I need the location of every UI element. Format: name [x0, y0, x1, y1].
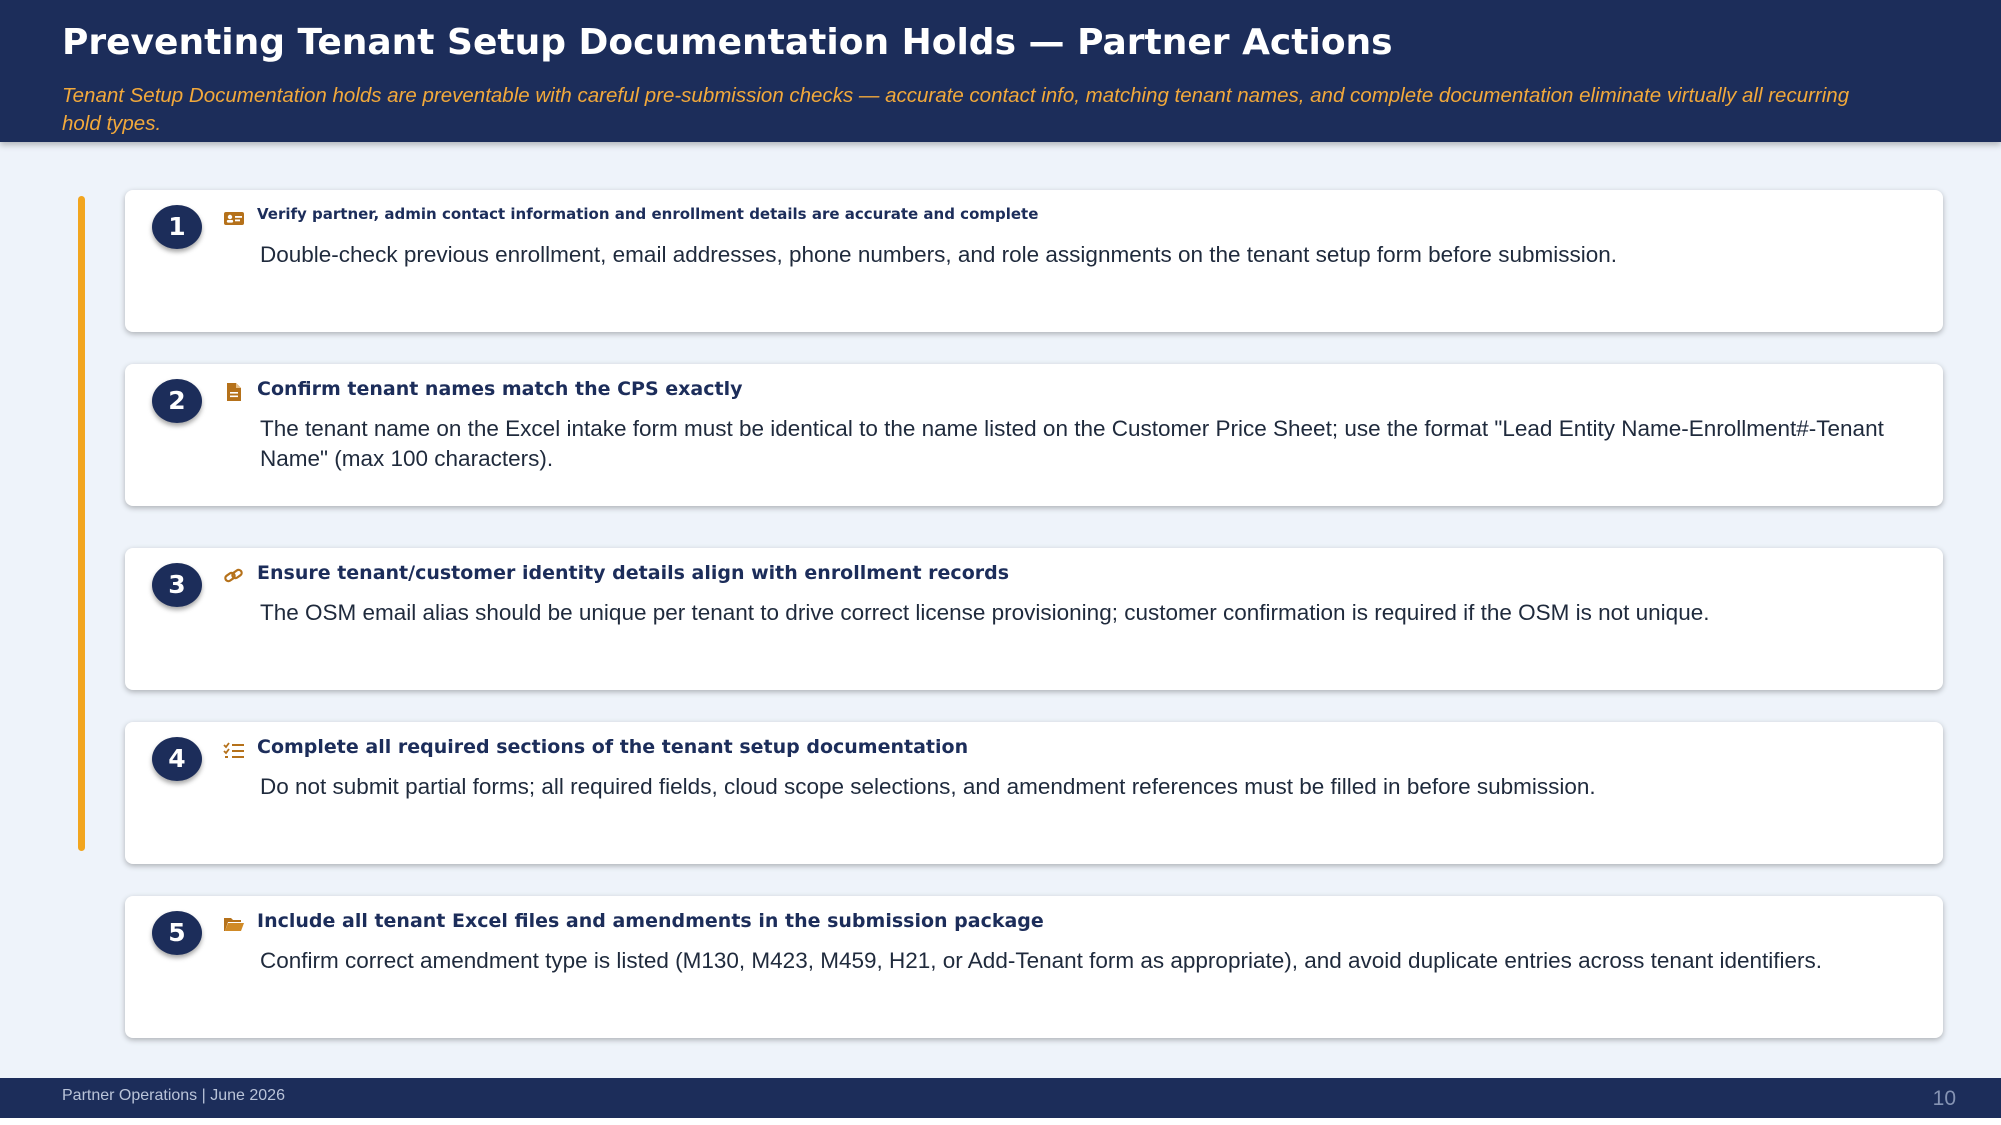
- step-heading: Verify partner, admin contact information and enrollment details are accurate and complete: [257, 205, 1039, 223]
- page-title: Preventing Tenant Setup Documentation Holds — Partner Actions: [62, 22, 1393, 63]
- step-heading: Include all tenant Excel files and amendments in the submission package: [257, 910, 1044, 932]
- step-body: The tenant name on the Excel intake form must be identical to the name listed on the Customer Price Sheet; use the format "Lead Entity Name-Enrollment#-Tenant Name" (max 100 characters).: [260, 416, 1884, 471]
- step-body: Double-check previous enrollment, email addresses, phone numbers, and role assignments on the tenant setup form before submission.: [260, 242, 1617, 267]
- step-card-4: [125, 722, 1943, 864]
- page-number: 10: [1932, 1087, 1956, 1110]
- id-card-icon: [223, 208, 245, 228]
- checklist-icon: [223, 740, 245, 760]
- step-number-badge: 3: [152, 563, 202, 607]
- step-body: Do not submit partial forms; all required fields, cloud scope selections, and amendment references must be filled in before submission.: [260, 774, 1596, 799]
- step-heading: Complete all required sections of the tenant setup documentation: [257, 736, 969, 758]
- folder-open-icon: [223, 914, 245, 934]
- step-body: The OSM email alias should be unique per tenant to drive correct license provisioning; customer confirmation is required if the OSM is not unique.: [260, 600, 1710, 625]
- document-icon: [223, 382, 245, 402]
- step-body: Confirm correct amendment type is listed (M130, M423, M459, H21, or Add-Tenant form as appropriate), and avoid duplicate entries across tenant identifiers.: [260, 948, 1823, 973]
- step-heading: Ensure tenant/customer identity details align with enrollment records: [257, 562, 1010, 584]
- step-card-2: [125, 364, 1943, 506]
- step-card-3: [125, 548, 1943, 690]
- link-icon: [223, 566, 245, 586]
- step-number-badge: 5: [152, 911, 202, 955]
- step-heading: Confirm tenant names match the CPS exactly: [257, 378, 743, 400]
- page-subtitle: Tenant Setup Documentation holds are preventable with careful pre-submission checks — accurate contact info, matching tenant names, and complete documentation eliminate virtually all recurring hold types.: [62, 84, 1850, 135]
- timeline-accent-bar: [78, 196, 85, 851]
- header-band: [0, 0, 2001, 142]
- step-number-badge: 2: [152, 379, 202, 423]
- footer-band: [0, 1078, 2001, 1118]
- step-number-badge: 4: [152, 737, 202, 781]
- footer-label: Partner Operations | June 2026: [62, 1087, 285, 1104]
- step-number-badge: 1: [152, 205, 202, 249]
- step-card-5: [125, 896, 1943, 1038]
- step-card-1: [125, 190, 1943, 332]
